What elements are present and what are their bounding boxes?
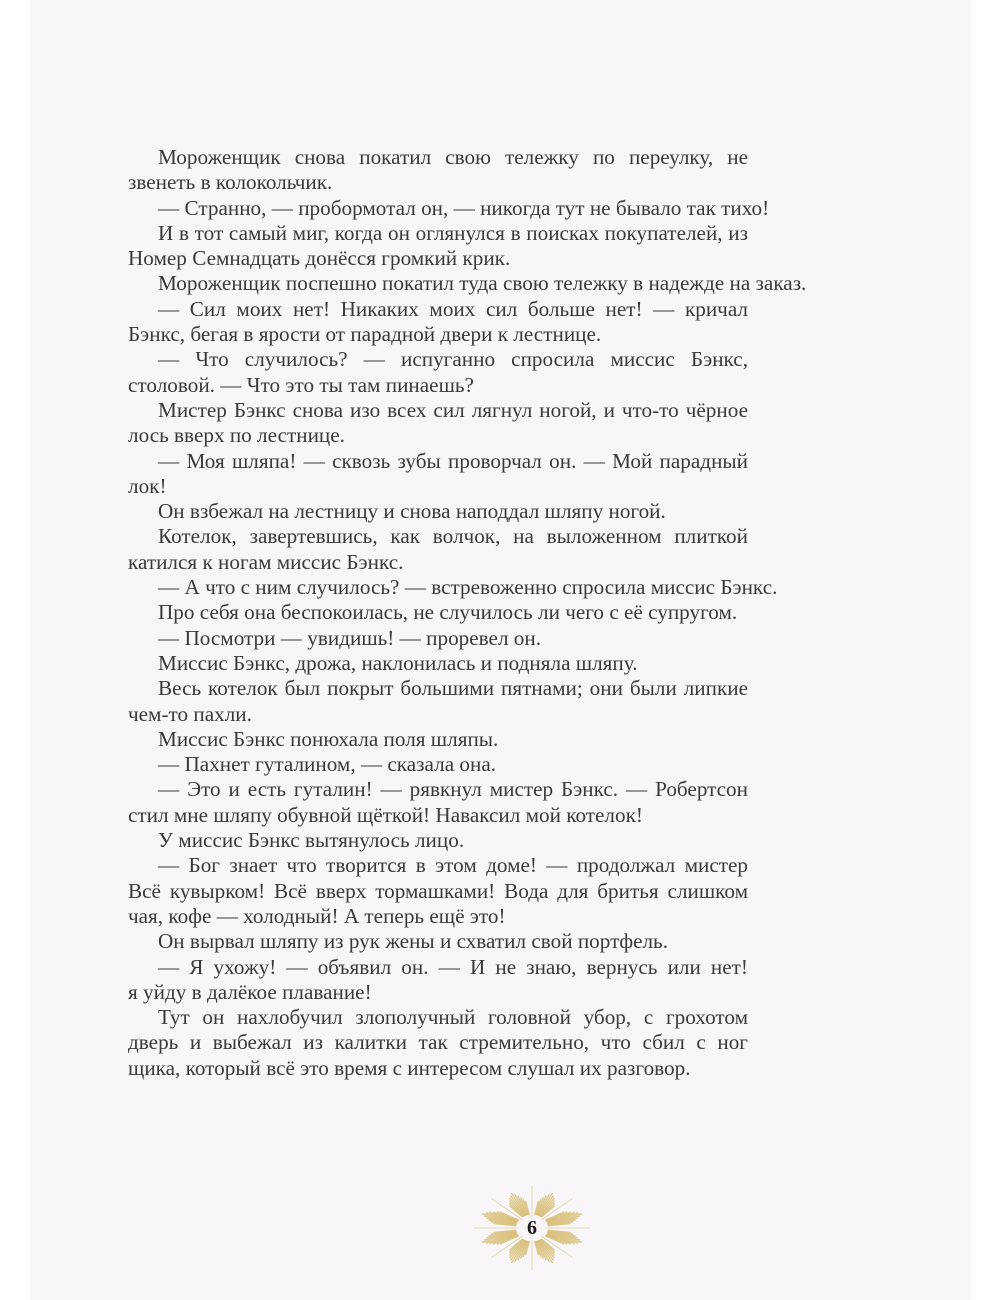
text-line: — Пахнет гуталином, — сказала она. bbox=[158, 752, 497, 777]
text-line: У миссис Бэнкс вытянулось лицо. bbox=[158, 828, 465, 853]
text-line: Мороженщик снова покатил свою тележку по переулку, не bbox=[158, 145, 748, 169]
book-page bbox=[30, 0, 971, 1300]
text-line: Миссис Бэнкс, дрожа, наклонилась и подняла шляпу. bbox=[158, 650, 638, 675]
text-line: столовой. — Что это ты там пинаешь? bbox=[128, 372, 474, 397]
text-line: — Бог знает что творится в этом доме! — продолжал мистер bbox=[158, 853, 748, 878]
text-line: — Что случилось? — испуганно спросила миссис Бэнкс, bbox=[158, 347, 748, 372]
text-line: — Сил моих нет! Никаких моих сил больше нет! — кричал bbox=[158, 296, 748, 321]
text-line: Мороженщик поспешно покатил туда свою тележку в надежде на заказ. bbox=[158, 271, 807, 296]
text-line: Тут он нахлобучил злополучный головной убор, с грохотом bbox=[158, 1005, 748, 1030]
text-line: щика, который всё это время с интересом слушал их разговор. bbox=[128, 1055, 691, 1080]
text-line: стил мне шляпу обувной щёткой! Наваксил мой котелок! bbox=[128, 802, 643, 827]
text-line: звенеть в колокольчик. bbox=[128, 170, 333, 195]
text-line: чая, кофе — холодный! А теперь ещё это! bbox=[128, 903, 506, 928]
text-line: — Посмотри — увидишь! — проревел он. bbox=[158, 625, 542, 650]
text-line: Миссис Бэнкс понюхала поля шляпы. bbox=[158, 726, 499, 751]
text-line: катился к ногам миссис Бэнкс. bbox=[128, 549, 404, 574]
text-line: Про себя она беспокоилась, не случилось ли чего с её супругом. bbox=[158, 600, 738, 625]
text-line: Весь котелок был покрыт большими пятнами; они были липкие bbox=[158, 676, 748, 701]
text-line: Мистер Бэнкс снова изо всех сил лягнул ногой, и что-то чёрное bbox=[158, 397, 748, 422]
page-number: 6 bbox=[527, 1216, 537, 1239]
text-line: — Это и есть гуталин! — рявкнул мистер Бэнкс. — Робертсон bbox=[158, 777, 748, 802]
text-line: лось вверх по лестнице. bbox=[128, 423, 345, 448]
page-number-ornament bbox=[472, 1183, 592, 1273]
text-line: Котелок, завертевшись, как волчок, на выложенном плиткой bbox=[158, 524, 748, 549]
text-line: — Я ухожу! — объявил он. — И не знаю, вернусь или нет! bbox=[158, 954, 748, 979]
text-line: — Моя шляпа! — сквозь зубы проворчал он. — Мой парадный bbox=[158, 448, 748, 473]
text-line: дверь и выбежал из калитки так стремительно, что сбил с ног bbox=[128, 1030, 748, 1055]
text-line: чем-то пахли. bbox=[128, 701, 252, 726]
body-text bbox=[128, 145, 807, 1081]
text-line: лок! bbox=[128, 473, 167, 498]
text-line: я уйду в далёкое плавание! bbox=[128, 979, 372, 1004]
text-line: — А что с ним случилось? — встревоженно спросила миссис Бэнкс. bbox=[158, 575, 778, 600]
text-line: Номер Семнадцать донёсся громкий крик. bbox=[128, 246, 511, 271]
text-line: — Странно, — пробормотал он, — никогда тут не бывало так тихо! bbox=[158, 195, 770, 220]
text-line: Всё кувырком! Всё вверх тормашками! Вода для бритья слишком bbox=[128, 878, 748, 903]
text-line: И в тот самый миг, когда он оглянулся в поисках покупателей, из bbox=[158, 220, 748, 245]
text-line: Он взбежал на лестницу и снова наподдал шляпу ногой. bbox=[158, 499, 666, 524]
text-line: Он вырвал шляпу из рук жены и схватил свой портфель. bbox=[158, 929, 669, 954]
text-line: Бэнкс, бегая в ярости от парадной двери к лестнице. bbox=[128, 322, 602, 347]
